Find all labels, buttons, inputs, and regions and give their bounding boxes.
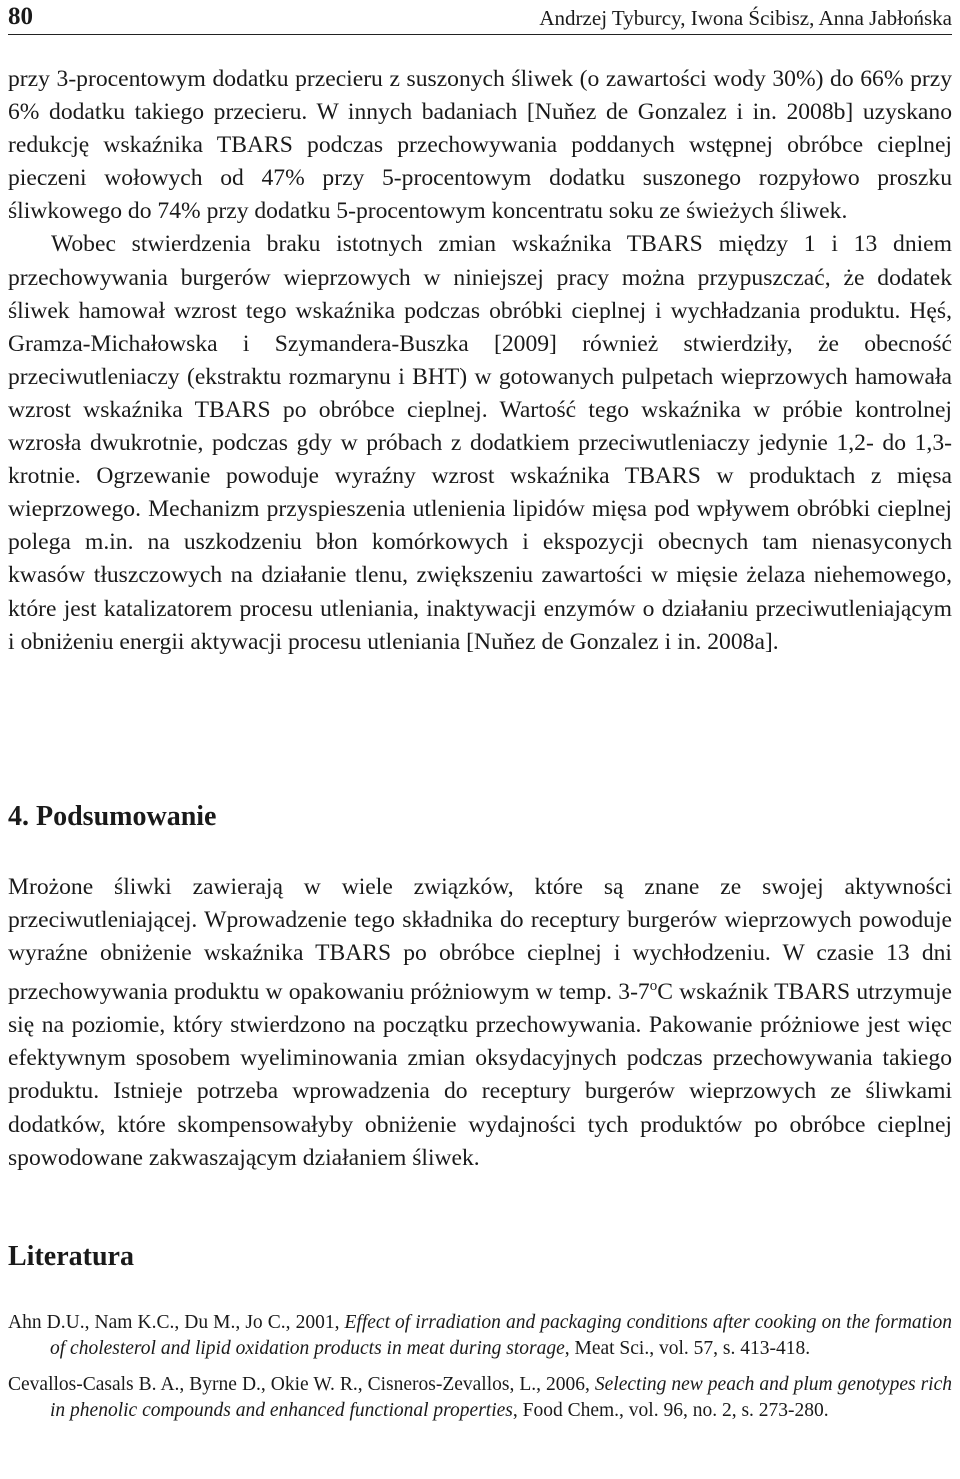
running-head-authors: Andrzej Tyburcy, Iwona Ścibisz, Anna Jabłońska: [539, 6, 952, 30]
page-header: [8, 0, 952, 35]
paragraph-discussion: Wobec stwierdzenia braku istotnych zmian wskaźnika TBARS między 1 i 13 dniem przechowywania burgerów wieprzowych w niniejszej pracy można przypuszczać, że dodatek śliwek hamował wzrost tego wskaźnika podczas obróbki cieplnej i wychładzania produktu. Hęś, Gramza-Michałowska i Szymandera-Buszka [2009] również stwierdziły, że obecność przeciwutleniaczy (ekstraktu rozmarynu i BHT) w gotowanych pulpetach wieprzowych hamowała wzrost wskaźnika TBARS po obróbce cieplnej. Wartość tego wskaźnika w próbie kontrolnej wzrosła dwukrotnie, podczas gdy w próbach z dodatkiem przeciwutleniaczy jedynie 1,2- do 1,3-krotnie. Ogrzewanie powoduje wyraźny wzrost wskaźnika TBARS w produktach z mięsa wieprzowego. Mechanizm przyspieszenia utlenienia lipidów mięsa pod wpływem obróbki cieplnej polega m.in. na uszkodzeniu błon komórkowych i ekspozycji obecnych tam nienasyconych kwasów tłuszczowych na działanie tlenu, zwiększeniu zawartości w mięsie żelaza niehemowego, które jest katalizatorem procesu utleniania, inaktywacji enzymów o działaniu przeciwutleniającym i obniżeniu energii aktywacji procesu utleniania [Nuňez de Gonzalez i in. 2008a].: [8, 231, 952, 655]
section-heading-literature: Literatura: [8, 1241, 134, 1272]
reference-authors: Ahn D.U., Nam K.C., Du M., Jo C., 2001,: [8, 1312, 345, 1333]
paragraph-continued: przy 3-procentowym dodatku przecieru z suszonych śliwek (o zawartości wody 30%) do 66% przy 6% dodatku takiego przecieru. W innych badaniach [Nuňez de Gonzalez i in. 2008b] uzyskano redukcję wskaźnika TBARS podczas przechowywania poddanych wstępnej obróbce cieplnej pieczeni wołowych od 47% przy 5-procentowym dodatku suszonego rozpyłowo proszku śliwkowego do 74% przy dodatku 5-procentowym koncentratu soku ze świeżych śliwek.: [8, 66, 952, 225]
reference-authors: Cevallos-Casals B. A., Byrne D., Okie W. R., Cisneros-Zevallos, L., 2006,: [8, 1374, 595, 1396]
reference-source: , Meat Sci., vol. 57, s. 413-418.: [564, 1337, 811, 1359]
reference-list: [8, 1310, 952, 1434]
summary-paragraph: [8, 871, 952, 1175]
reference-title: Selecting new peach and plum genotypes rich in phenolic compounds and enhanced functional properties: [50, 1374, 952, 1421]
discussion-text: [8, 63, 952, 659]
reference-item: [8, 1310, 952, 1361]
reference-source: , Food Chem., vol. 96, no. 2, s. 273-280.: [512, 1399, 829, 1421]
degree-superscript: o: [649, 978, 658, 995]
reference-item: [8, 1372, 952, 1423]
summary-text-part2: C wskaźnik TBARS utrzymuje się na poziomie, który stwierdzono na początku przechowywania. Pakowanie próżniowe jest więc efektywnym sposobem wyeliminowania zmian oksydacyjnych podczas przechowywania takiego produktu. Istnieje potrzeba wprowadzenia do receptury burgerów wieprzowych ze śliwkami dodatków, które skompensowałyby obniżenie wydajności tych produktów po obróbce cieplnej spowodowane zakwaszającym działaniem śliwek.: [8, 979, 952, 1171]
page-number: 80: [8, 3, 33, 30]
section-heading-summary: 4. Podsumowanie: [8, 801, 217, 832]
summary-text-part1: Mrożone śliwki zawierają w wiele związków, które są znane ze swojej aktywności przeciwutleniającej. Wprowadzenie tego składnika do receptury burgerów wieprzowych powoduje wyraźne obniżenie wskaźnika TBARS po obróbce cieplnej i wychłodzeniu. W czasie 13 dni przechowywania produktu w opakowaniu próżniowym w temp. 3-7: [8, 874, 952, 1006]
reference-title: Effect of irradiation and packaging conditions after cooking on the formation of cholesterol and lipid oxidation products in meat during storage: [50, 1312, 952, 1359]
